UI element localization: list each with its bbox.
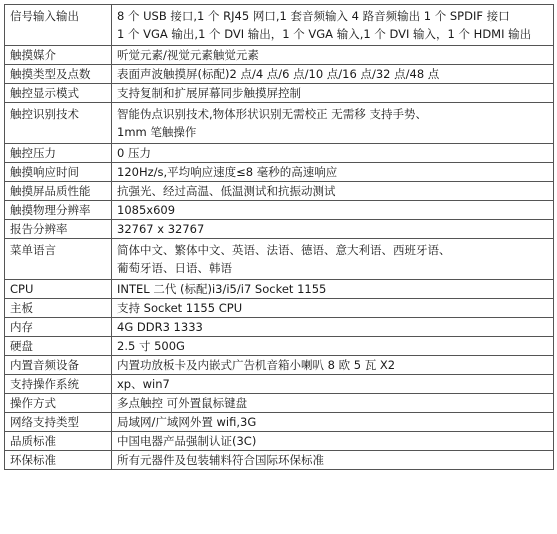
spec-label: 报告分辨率 xyxy=(5,220,112,239)
spec-value-line: 1 个 VGA 输出,1 个 DVI 输出，1 个 VGA 输入,1 个 DVI 输入，1 个 HDMI 输出 xyxy=(117,27,532,41)
spec-value-line: 听觉元素/视觉元素触觉元素 xyxy=(117,48,259,62)
spec-value-line: xp、win7 xyxy=(117,377,170,391)
spec-row xyxy=(5,46,554,65)
spec-row xyxy=(5,299,554,318)
spec-label: CPU xyxy=(5,280,112,299)
spec-value xyxy=(112,46,554,65)
spec-value-line: 抗强光、经过高温、低温测试和抗振动测试 xyxy=(117,184,336,198)
spec-value-line: 内置功放板卡及内嵌式广告机音箱小喇叭 8 欧 5 瓦 X2 xyxy=(117,358,396,372)
spec-row xyxy=(5,239,554,280)
spec-value-line: INTEL 二代 (标配)i3/i5/i7 Socket 1155 xyxy=(117,282,327,296)
spec-label: 环保标准 xyxy=(5,451,112,470)
spec-label: 触摸物理分辨率 xyxy=(5,201,112,220)
spec-label: 菜单语言 xyxy=(5,239,112,280)
spec-row xyxy=(5,65,554,84)
spec-value-line: 简体中文、繁体中文、英语、法语、德语、意大利语、西班牙语、 xyxy=(117,243,451,257)
spec-label: 触控识别技术 xyxy=(5,103,112,144)
spec-value-line: 8 个 USB 接口,1 个 RJ45 网口,1 套音频输入 4 路音频输出 1 个 SPDIF 接口 xyxy=(117,9,510,23)
spec-value-line: 32767 x 32767 xyxy=(117,222,205,236)
spec-value-line: 120Hz/s,平均响应速度≤8 毫秒的高速响应 xyxy=(117,165,338,179)
spec-label: 触摸媒介 xyxy=(5,46,112,65)
spec-label: 内存 xyxy=(5,318,112,337)
spec-row xyxy=(5,220,554,239)
spec-value-line: 支持复制和扩展屏幕同步触摸屏控制 xyxy=(117,86,301,100)
spec-table-body xyxy=(5,5,554,470)
spec-value xyxy=(112,375,554,394)
spec-label: 操作方式 xyxy=(5,394,112,413)
spec-value-line: 局域网/广域网外置 wifi,3G xyxy=(117,415,257,429)
spec-value xyxy=(112,103,554,144)
spec-row xyxy=(5,394,554,413)
spec-label: 硬盘 xyxy=(5,337,112,356)
spec-table xyxy=(4,4,554,470)
spec-label: 信号输入输出 xyxy=(5,5,112,46)
spec-value-line: 2.5 寸 500G xyxy=(117,339,185,353)
spec-row xyxy=(5,413,554,432)
spec-value-line: 智能伪点识别技术,物体形状识别无需校正 无需移 支持手势、 xyxy=(117,107,427,121)
spec-label: 网络支持类型 xyxy=(5,413,112,432)
spec-label: 触摸类型及点数 xyxy=(5,65,112,84)
spec-value xyxy=(112,432,554,451)
spec-label: 触控显示模式 xyxy=(5,84,112,103)
spec-row xyxy=(5,451,554,470)
spec-label: 触控压力 xyxy=(5,144,112,163)
spec-row xyxy=(5,318,554,337)
spec-row xyxy=(5,280,554,299)
spec-label: 主板 xyxy=(5,299,112,318)
spec-value-line: 0 压力 xyxy=(117,146,151,160)
spec-row xyxy=(5,201,554,220)
spec-value xyxy=(112,5,554,46)
spec-row xyxy=(5,84,554,103)
spec-value-line: 支持 Socket 1155 CPU xyxy=(117,301,243,315)
spec-label: 品质标准 xyxy=(5,432,112,451)
spec-value xyxy=(112,201,554,220)
spec-row xyxy=(5,103,554,144)
spec-value xyxy=(112,356,554,375)
spec-value xyxy=(112,220,554,239)
spec-label: 内置音频设备 xyxy=(5,356,112,375)
spec-value-line: 4G DDR3 1333 xyxy=(117,320,203,334)
spec-value xyxy=(112,84,554,103)
spec-value-line: 多点触控 可外置鼠标键盘 xyxy=(117,396,248,410)
spec-value-line: 葡萄牙语、日语、韩语 xyxy=(117,261,232,275)
spec-value-line: 所有元器件及包装辅料符合国际环保标准 xyxy=(117,453,324,467)
spec-value xyxy=(112,413,554,432)
spec-value-line: 表面声波触摸屏(标配)2 点/4 点/6 点/10 点/16 点/32 点/48 点 xyxy=(117,67,440,81)
spec-row xyxy=(5,182,554,201)
spec-row xyxy=(5,337,554,356)
spec-row xyxy=(5,5,554,46)
spec-label: 支持操作系统 xyxy=(5,375,112,394)
spec-label: 触摸屏品质性能 xyxy=(5,182,112,201)
spec-value xyxy=(112,163,554,182)
spec-row xyxy=(5,432,554,451)
spec-value xyxy=(112,337,554,356)
spec-value xyxy=(112,144,554,163)
spec-row xyxy=(5,163,554,182)
spec-value-line: 1085x609 xyxy=(117,203,176,217)
spec-value xyxy=(112,65,554,84)
spec-value xyxy=(112,451,554,470)
spec-row xyxy=(5,375,554,394)
spec-value-line: 1mm 笔触操作 xyxy=(117,125,197,139)
spec-value xyxy=(112,318,554,337)
spec-value xyxy=(112,239,554,280)
spec-row xyxy=(5,144,554,163)
spec-row xyxy=(5,356,554,375)
spec-value xyxy=(112,394,554,413)
spec-value-line: 中国电器产品强制认证(3C) xyxy=(117,434,257,448)
spec-value xyxy=(112,299,554,318)
spec-value xyxy=(112,182,554,201)
spec-label: 触摸响应时间 xyxy=(5,163,112,182)
spec-value xyxy=(112,280,554,299)
